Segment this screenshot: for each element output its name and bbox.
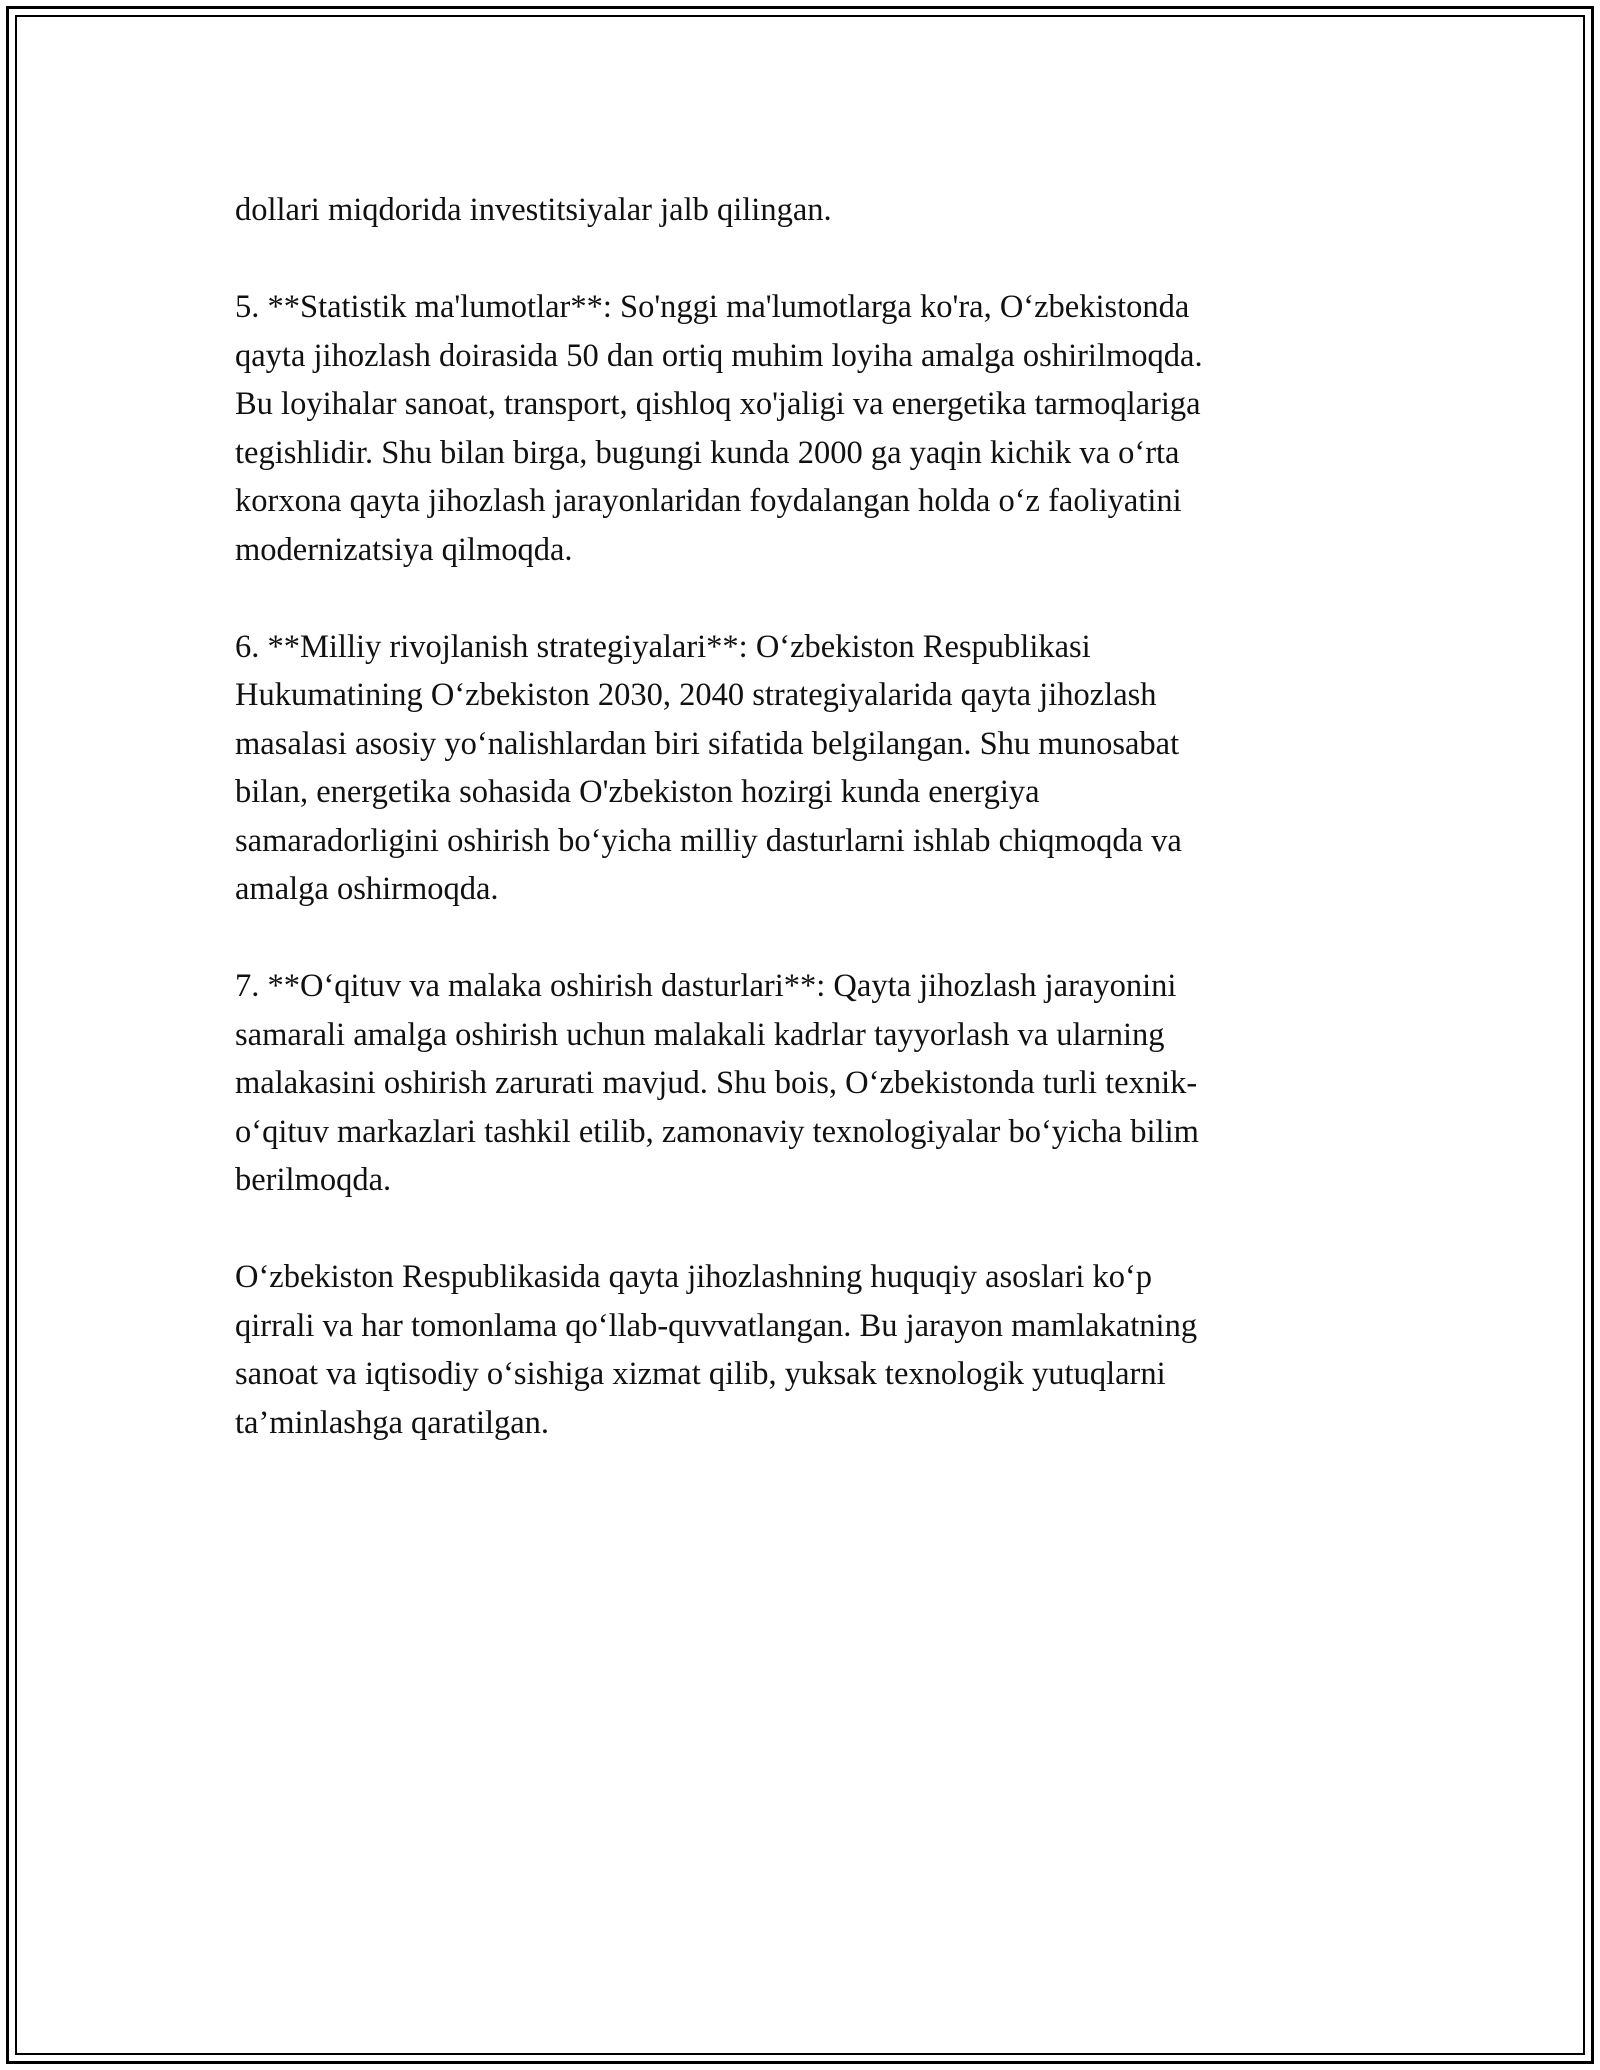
paragraph-continuation: dollari miqdorida investitsiyalar jalb qilingan. xyxy=(235,192,832,228)
paragraph-statistics: 5. **Statistik ma'lumotlar**: So'nggi ma'lumotlarga ko'ra, O‘zbekistonda qayta jihozlash doirasida 50 dan ortiq muhim loyiha amalga oshirilmoqda. Bu loyihalar sanoat, transport, qishloq xo'jaligi va energetika tarmoqlariga tegishlidir. Shu bilan birga, bugungi kunda 2000 ga yaqin kichik va o‘rta korxona qayta jihozlash jarayonlaridan foydalangan holda o‘z faoliyatini modernizatsiya qilmoqda. xyxy=(235,289,1203,568)
paragraph-national-strategies: 6. **Milliy rivojlanish strategiyalari**: O‘zbekiston Respublikasi Hukumatining O‘zbekiston 2030, 2040 strategiyalarida qayta jihozlash masalasi asosiy yo‘nalishlardan biri sifatida belgilangan. Shu munosabat bilan, energetika sohasida O'zbekiston hozirgi kunda energiya samaradorligini oshirish bo‘yicha milliy dasturlarni ishlab chiqmoqda va amalga oshirmoqda. xyxy=(235,628,1182,907)
document-body xyxy=(235,186,1365,1496)
paragraph-training-programs: 7. **O‘qituv va malaka oshirish dasturlari**: Qayta jihozlash jarayonini samarali amalga oshirish uchun malakali kadrlar tayyorlash va ularning malakasini oshirish zarurati mavjud. Shu bois, O‘zbekistonda turli texnik- o‘qituv markazlari tashkil etilib, zamonaviy texnologiyalar bo‘yicha bilim berilmoqda. xyxy=(235,968,1199,1198)
paragraph-conclusion: O‘zbekiston Respublikasida qayta jihozlashning huquqiy asoslari ko‘p qirrali va har tomonlama qo‘llab-quvvatlangan. Bu jarayon mamlakatning sanoat va iqtisodiy o‘sishiga xizmat qilib, yuksak texnologik yutuqlarni ta’minlashga qaratilgan. xyxy=(235,1259,1198,1441)
